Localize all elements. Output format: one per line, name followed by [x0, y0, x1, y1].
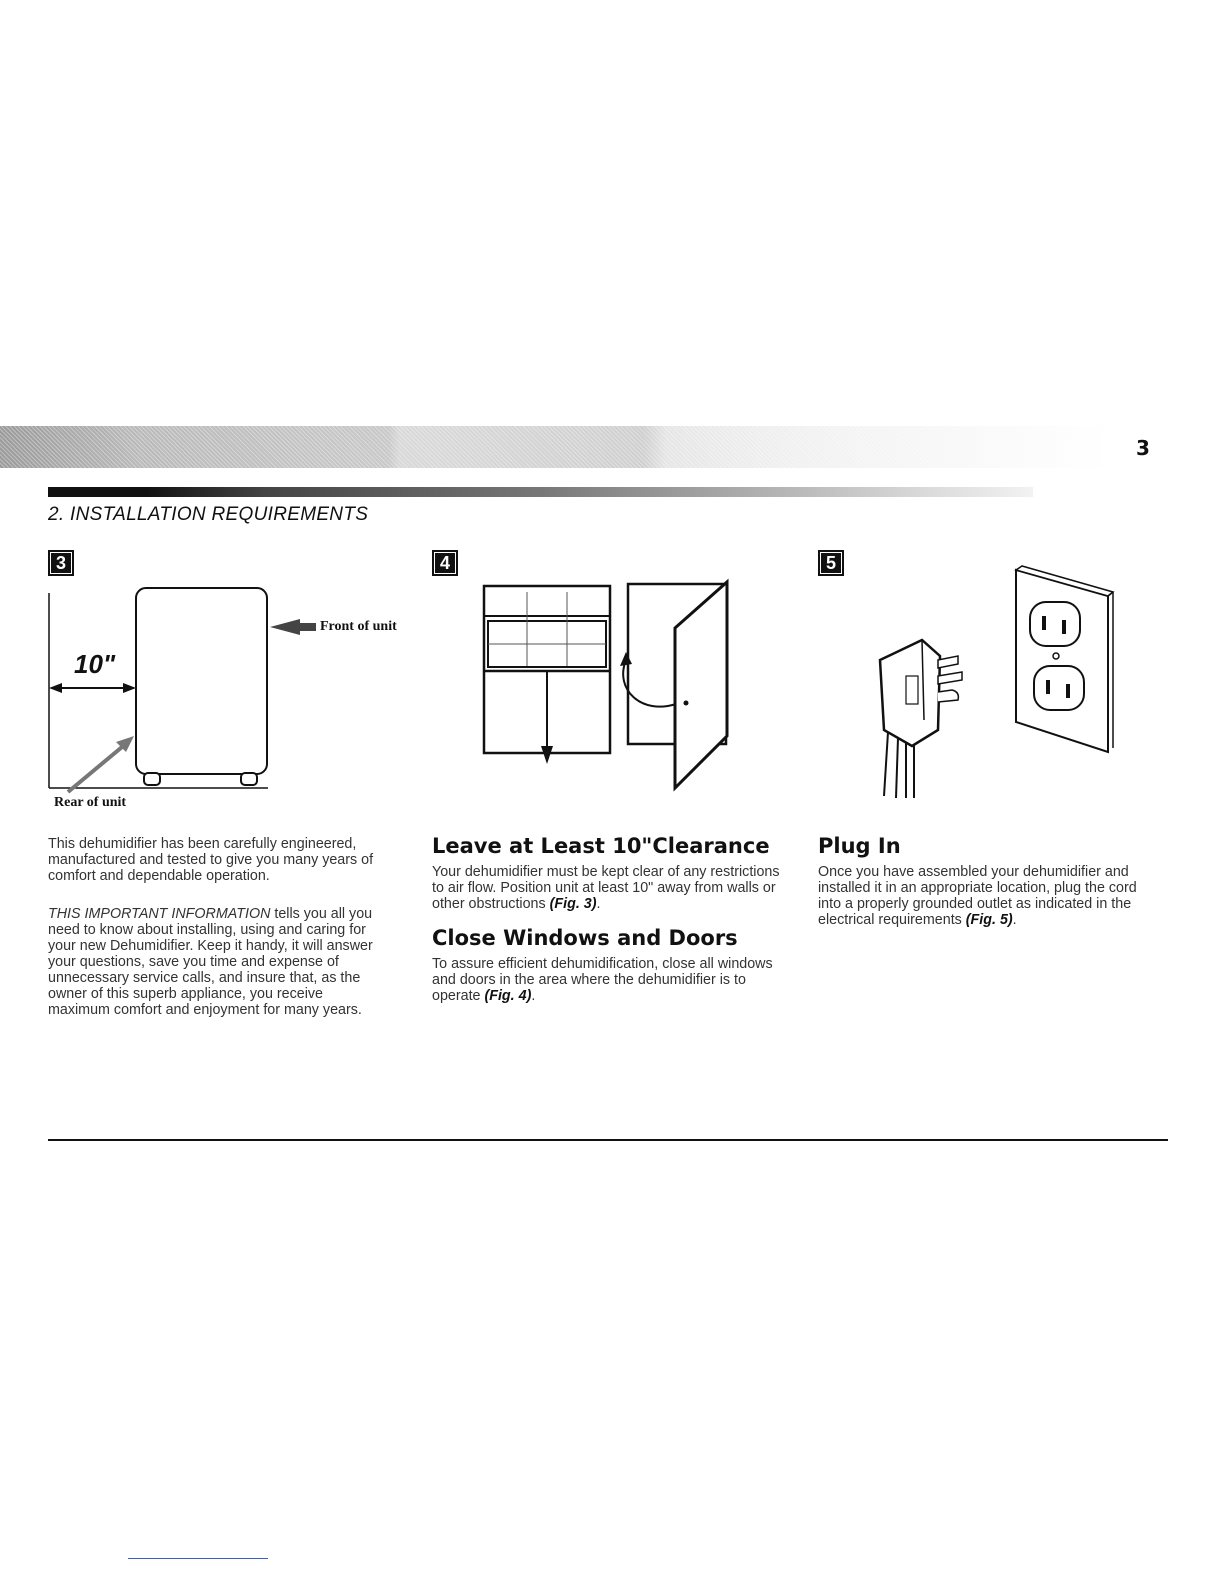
- bottom-rule: [48, 1139, 1168, 1141]
- windows-heading: Close Windows and Doors: [432, 926, 738, 950]
- clearance-column: [432, 834, 784, 1004]
- windows-text-body: To assure efficient dehumidification, close all windows and doors in the area where the dehumidifier is to operate: [432, 956, 773, 1004]
- plug-heading: Plug In: [818, 834, 901, 858]
- plug-text-end: .: [1012, 912, 1017, 928]
- front-of-unit-label: Front of unit: [320, 619, 397, 634]
- figure-3-badge: 3: [48, 550, 74, 576]
- clearance-text-end: .: [596, 896, 601, 912]
- intro-paragraph-2: [48, 906, 388, 1018]
- intro-column: [48, 836, 388, 1018]
- windows-text: [432, 956, 784, 1004]
- windows-text-end: .: [531, 988, 536, 1004]
- clearance-text: [432, 864, 784, 912]
- plug-text: [818, 864, 1163, 928]
- figure-5-badge: 5: [818, 550, 844, 576]
- plug-text-body: Once you have assembled your dehumidifier and installed it in an appropriate location, plug the cord into a properly grounded outlet as indicated in the electrical requirements: [818, 864, 1137, 928]
- intro-paragraph-2-text: tells you all you need to know about installing, using and caring for your new Dehumidifier. Keep it handy, it will answer your questions, save you time and expense of unnecessary service calls, and insure that, as the owner of this superb appliance, you receive maximum comfort and enjoyment for many years.: [48, 906, 373, 1018]
- fig-5-reference: (Fig. 5): [965, 912, 1013, 928]
- intro-paragraph-1: This dehumidifier has been carefully engineered, manufactured and tested to give you many years of comfort and dependable operation.: [48, 836, 374, 884]
- fig-3-reference: (Fig. 3): [549, 896, 597, 912]
- figure-4-badge: 4: [432, 550, 458, 576]
- page-number: 3: [1136, 436, 1150, 460]
- section-title: 2. INSTALLATION REQUIREMENTS: [48, 504, 369, 525]
- clearance-text-body: Your dehumidifier must be kept clear of any restrictions to air flow. Position unit at least 10" away from walls or other obstructions: [432, 864, 780, 912]
- plug-column: [818, 834, 1163, 928]
- fig-4-reference: (Fig. 4): [484, 988, 532, 1004]
- important-information-lead: THIS IMPORTANT INFORMATION: [48, 906, 271, 922]
- clearance-heading: Leave at Least 10"Clearance: [432, 834, 770, 858]
- distance-label: 10": [74, 649, 116, 679]
- footer-link-rule: [128, 1558, 268, 1559]
- rear-of-unit-label: Rear of unit: [54, 795, 127, 810]
